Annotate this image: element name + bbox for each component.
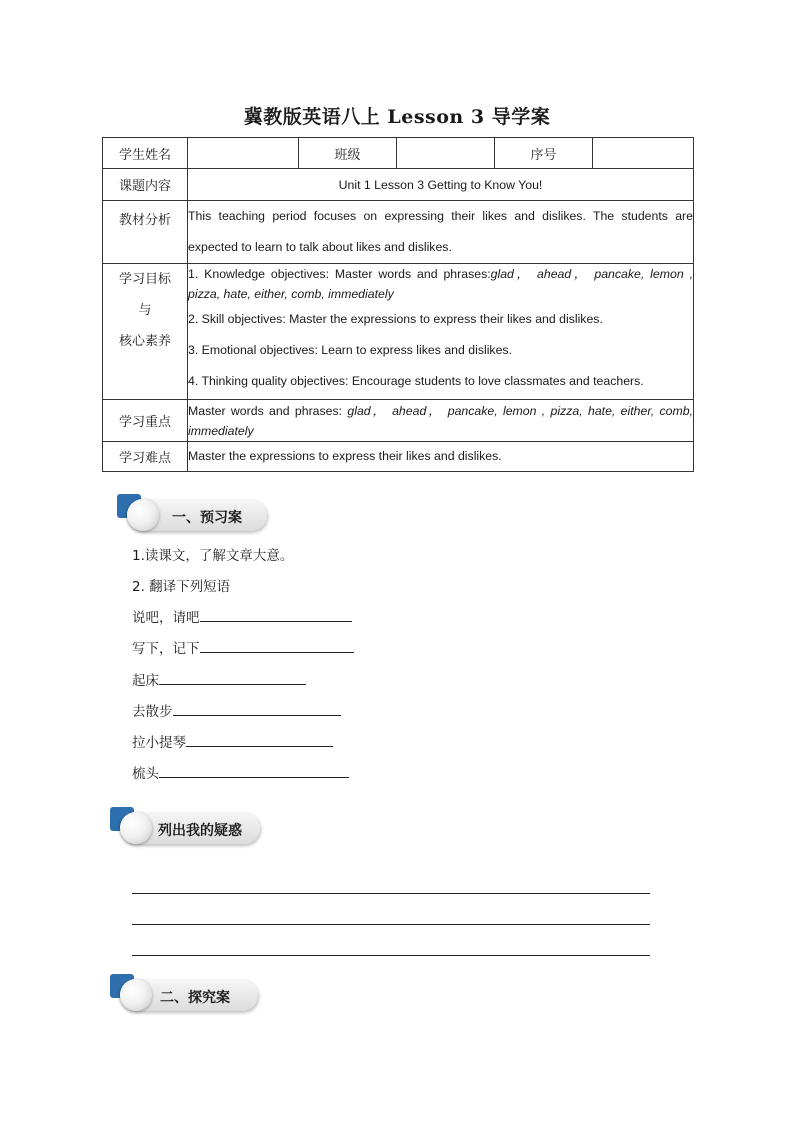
key-points-words: glad， ahead， pancake, lemon , pizza, hate, either, comb,	[347, 403, 693, 418]
section-heading: 一、预习案	[172, 510, 242, 526]
goal-thinking: 4. Thinking quality objectives: Encourage students to love classmates and teachers.	[188, 374, 644, 388]
instruction-item: 1.读课文，了解文章大意。	[132, 548, 294, 564]
table-row	[103, 138, 694, 169]
answer-blank[interactable]	[159, 763, 349, 778]
phrase-item	[132, 731, 333, 751]
student-name-field[interactable]	[188, 138, 299, 169]
table-row	[103, 442, 694, 472]
answer-blank[interactable]	[200, 638, 354, 653]
goal-knowledge-words: pizza, hate, either, comb, immediately	[188, 287, 394, 301]
seat-number-label: 序号	[495, 138, 593, 169]
analysis-line: This teaching period focuses on expressing their likes and dislikes. The students are	[188, 209, 693, 223]
phrase-text: 写下，记下	[132, 641, 200, 657]
class-label: 班级	[299, 138, 397, 169]
answer-line[interactable]	[132, 955, 650, 956]
section-header-inquiry	[110, 974, 270, 1016]
section-header-preview	[117, 494, 277, 536]
student-name-label: 学生姓名	[103, 138, 188, 169]
instruction-item: 2. 翻译下列短语	[132, 579, 231, 595]
key-points-label: 学习重点	[103, 400, 188, 442]
topic-label: 课题内容	[103, 169, 188, 201]
key-points-words: immediately	[188, 423, 254, 438]
phrase-text: 去散步	[132, 704, 173, 720]
document-title: 冀教版英语八上 Lesson 3 导学案	[243, 106, 551, 128]
goal-skill: 2. Skill objectives: Master the expressions to express their likes and dislikes.	[188, 312, 603, 326]
phrase-item	[132, 700, 341, 720]
section-header-questions	[110, 807, 270, 849]
phrase-text: 拉小提琴	[132, 735, 186, 751]
topic-value: Unit 1 Lesson 3 Getting to Know You!	[188, 169, 694, 201]
key-points-prefix: Master words and phrases:	[188, 403, 348, 418]
phrase-item	[132, 637, 354, 657]
phrase-item	[132, 762, 349, 782]
goal-emotional: 3. Emotional objectives: Learn to express likes and dislikes.	[188, 343, 512, 357]
phrase-item	[132, 606, 352, 626]
goals-label-line: 核心素养	[118, 334, 171, 349]
goals-label-line: 学习目标	[118, 272, 171, 287]
table-row	[103, 400, 694, 442]
circle-icon	[127, 499, 159, 531]
analysis-text	[188, 201, 694, 264]
analysis-label: 教材分析	[103, 201, 188, 264]
key-points-line	[188, 401, 693, 421]
lesson-info-table	[102, 137, 694, 472]
key-points-text	[188, 400, 694, 442]
goals-text	[188, 264, 694, 400]
class-field[interactable]	[397, 138, 495, 169]
difficulty-label: 学习难点	[103, 442, 188, 472]
phrase-text: 说吧，请吧	[132, 610, 200, 626]
circle-icon	[120, 979, 152, 1011]
goal-knowledge	[188, 264, 693, 284]
section-heading: 列出我的疑惑	[158, 823, 242, 839]
answer-line[interactable]	[132, 924, 650, 925]
phrase-text: 起床	[132, 673, 159, 689]
section-heading: 二、探究案	[160, 990, 230, 1006]
goals-label	[103, 264, 188, 400]
difficulty-text: Master the expressions to express their likes and dislikes.	[188, 442, 694, 472]
answer-line[interactable]	[132, 893, 650, 894]
seat-number-field[interactable]	[593, 138, 694, 169]
table-row	[103, 201, 694, 264]
analysis-line: expected to learn to talk about likes and dislikes.	[188, 240, 452, 254]
table-row	[103, 169, 694, 201]
answer-blank[interactable]	[186, 732, 333, 747]
phrase-text: 梳头	[132, 766, 159, 782]
goals-label-line: 与	[138, 303, 152, 318]
circle-icon	[120, 812, 152, 844]
answer-blank[interactable]	[200, 607, 352, 622]
answer-blank[interactable]	[159, 670, 306, 685]
phrase-item	[132, 669, 306, 689]
table-row	[103, 264, 694, 400]
goal-knowledge-words-cont	[188, 284, 693, 304]
answer-blank[interactable]	[173, 701, 341, 716]
goal-knowledge-prefix: 1. Knowledge objectives: Master words and phrases:	[188, 267, 491, 281]
key-points-line	[188, 421, 693, 441]
goal-knowledge-words: glad， ahead， pancake, lemon ,	[490, 267, 693, 281]
